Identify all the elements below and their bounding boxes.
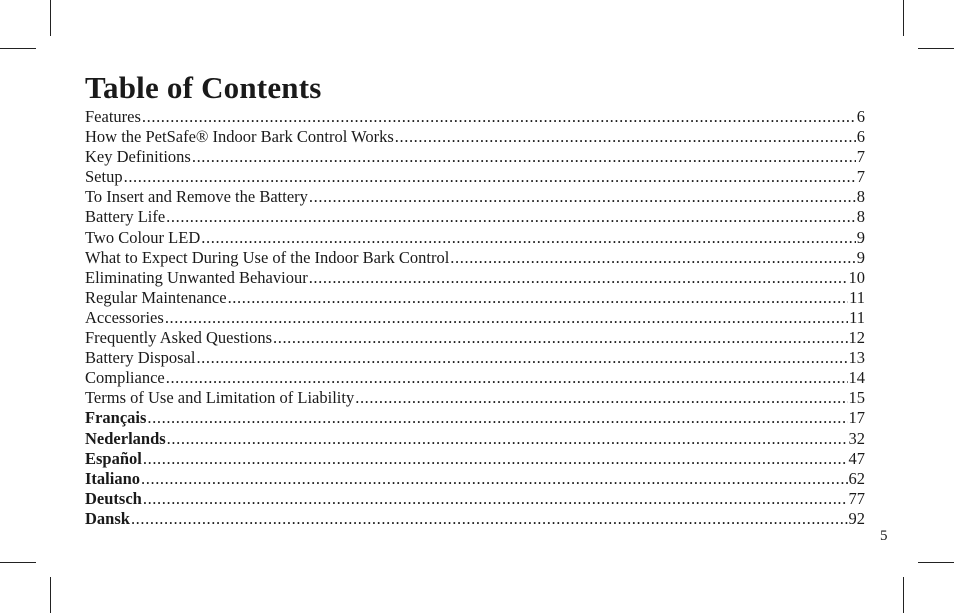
toc-entry[interactable]	[85, 228, 865, 248]
toc-entry[interactable]	[85, 408, 865, 428]
toc-entry-label: Eliminating Unwanted Behaviour	[85, 267, 308, 287]
toc-leader-dots	[228, 288, 849, 308]
toc-entry[interactable]	[85, 348, 865, 368]
toc-entry[interactable]	[85, 388, 865, 408]
toc-entry[interactable]	[85, 187, 865, 207]
toc-leader-dots	[166, 368, 848, 388]
toc-leader-dots	[143, 489, 848, 509]
toc-list	[85, 107, 865, 529]
toc-leader-dots	[142, 107, 856, 127]
crop-mark-bottom-left	[50, 577, 51, 613]
toc-entry-label: Regular Maintenance	[85, 287, 227, 307]
toc-entry[interactable]	[85, 207, 865, 227]
toc-entry-page: 8	[856, 187, 865, 207]
toc-entry-page: 32	[848, 428, 865, 448]
crop-mark-bottom-right	[903, 577, 904, 613]
page-number: 5	[880, 528, 888, 544]
toc-leader-dots	[355, 388, 847, 408]
toc-entry-page: 9	[856, 247, 865, 267]
toc-leader-dots	[167, 429, 848, 449]
toc-entry-page: 10	[848, 267, 865, 287]
toc-entry-page: 11	[849, 307, 865, 327]
toc-entry-page: 13	[848, 348, 865, 368]
crop-mark-top-left	[50, 0, 51, 36]
toc-entry-page: 17	[848, 408, 865, 428]
toc-leader-dots	[309, 187, 856, 207]
toc-leader-dots	[143, 449, 848, 469]
toc-entry-label: Terms of Use and Limitation of Liability	[85, 388, 355, 408]
toc-entry[interactable]	[85, 308, 865, 328]
toc-entry-label: Battery Life	[85, 207, 166, 227]
toc-leader-dots	[450, 248, 855, 268]
crop-mark-left-top	[0, 48, 36, 49]
toc-entry[interactable]	[85, 449, 865, 469]
toc-entry[interactable]	[85, 268, 865, 288]
toc-entry-label: Two Colour LED	[85, 227, 201, 247]
toc-entry-label: Frequently Asked Questions	[85, 328, 272, 348]
crop-mark-right-bottom	[918, 562, 954, 563]
toc-entry[interactable]	[85, 429, 865, 449]
toc-entry[interactable]	[85, 328, 865, 348]
crop-mark-right-top	[918, 48, 954, 49]
toc-entry-page: 12	[848, 328, 865, 348]
toc-entry-label: Setup	[85, 167, 123, 187]
toc-entry[interactable]	[85, 509, 865, 529]
toc-entry-page: 6	[856, 107, 865, 126]
toc-entry-label: Accessories	[85, 307, 164, 327]
toc-entry-label: Deutsch	[85, 488, 142, 508]
toc-leader-dots	[131, 509, 848, 529]
toc-entry[interactable]	[85, 248, 865, 268]
page-title: Table of Contents	[85, 70, 322, 105]
toc-entry-page: 8	[856, 207, 865, 227]
toc-entry[interactable]	[85, 107, 865, 127]
crop-mark-top-right	[903, 0, 904, 36]
toc-entry[interactable]	[85, 147, 865, 167]
toc-entry-page: 7	[856, 147, 865, 167]
toc-entry-page: 62	[848, 468, 865, 488]
toc-entry[interactable]	[85, 368, 865, 388]
toc-entry-label: What to Expect During Use of the Indoor Bark Control	[85, 247, 450, 267]
toc-entry-page: 77	[848, 488, 865, 508]
toc-entry-page: 92	[848, 508, 865, 528]
toc-entry-label: Español	[85, 448, 142, 468]
toc-leader-dots	[165, 308, 848, 328]
toc-entry-label: Italiano	[85, 468, 141, 488]
toc-leader-dots	[273, 328, 848, 348]
toc-entry-label: Features	[85, 107, 141, 126]
toc-entry-page: 11	[849, 287, 865, 307]
toc-entry-page: 47	[848, 448, 865, 468]
toc-entry-page: 15	[848, 388, 865, 408]
toc-leader-dots	[192, 147, 856, 167]
toc-leader-dots	[124, 167, 856, 187]
toc-entry-page: 6	[856, 127, 865, 147]
toc-leader-dots	[147, 408, 847, 428]
toc-entry-label: How the PetSafe® Indoor Bark Control Works	[85, 127, 394, 147]
toc-entry-label: To Insert and Remove the Battery	[85, 187, 308, 207]
toc-entry-label: Français	[85, 408, 147, 428]
toc-entry-label: Key Definitions	[85, 147, 191, 167]
toc-entry-label: Battery Disposal	[85, 348, 196, 368]
toc-entry-label: Dansk	[85, 508, 130, 528]
toc-leader-dots	[201, 228, 855, 248]
toc-entry-label: Compliance	[85, 368, 165, 388]
toc-entry[interactable]	[85, 469, 865, 489]
toc-entry[interactable]	[85, 489, 865, 509]
toc-entry[interactable]	[85, 127, 865, 147]
toc-leader-dots	[166, 207, 856, 227]
crop-mark-left-bottom	[0, 562, 36, 563]
toc-leader-dots	[395, 127, 856, 147]
toc-entry-page: 7	[856, 167, 865, 187]
toc-leader-dots	[309, 268, 848, 288]
toc-leader-dots	[196, 348, 847, 368]
toc-entry-page: 14	[848, 368, 865, 388]
toc-entry-page: 9	[856, 227, 865, 247]
toc-leader-dots	[141, 469, 847, 489]
toc-entry[interactable]	[85, 167, 865, 187]
toc-entry-label: Nederlands	[85, 428, 166, 448]
toc-entry[interactable]	[85, 288, 865, 308]
